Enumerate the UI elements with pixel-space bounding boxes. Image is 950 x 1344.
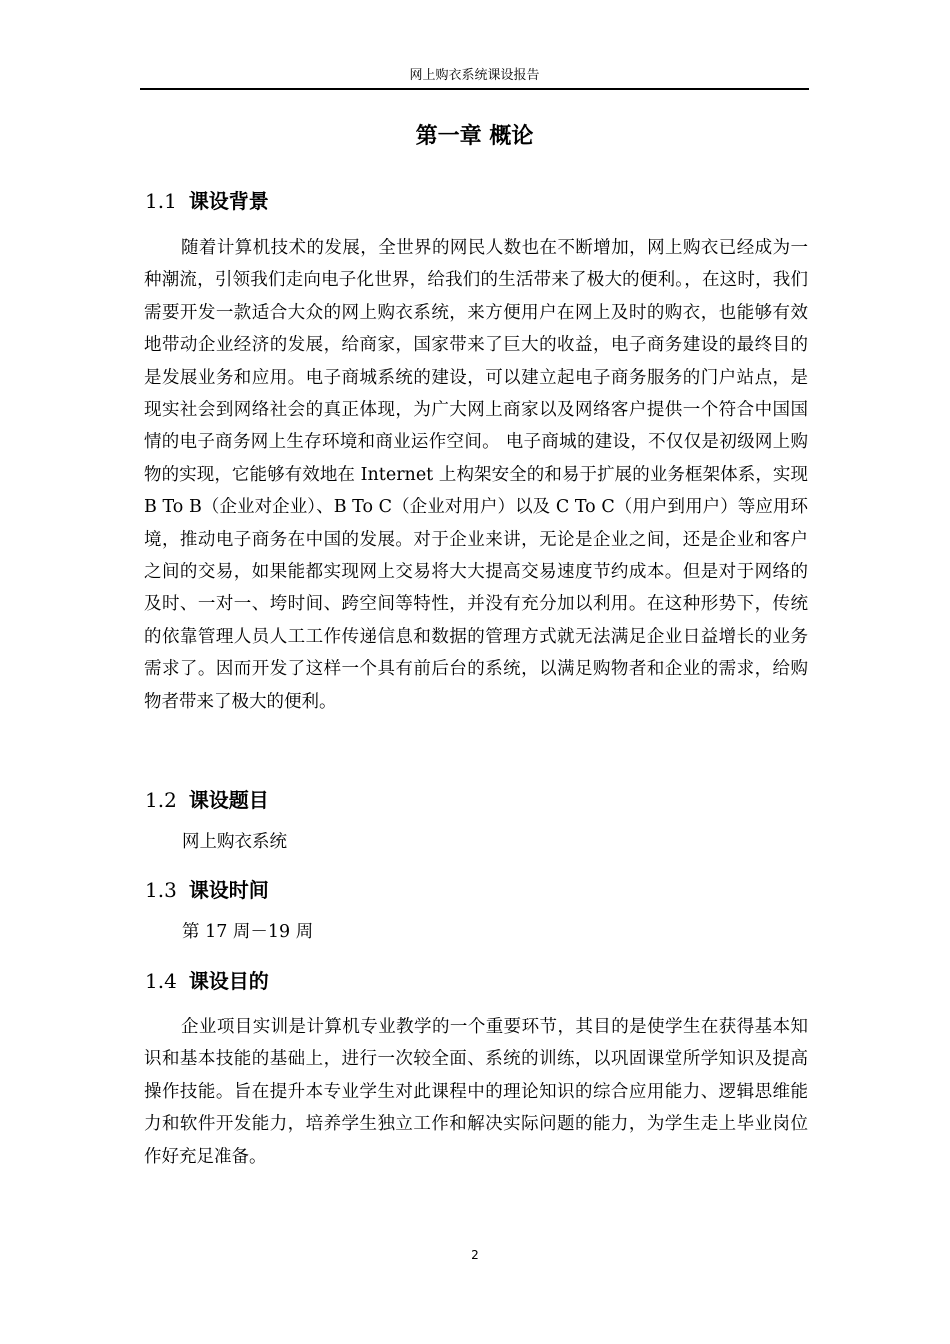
section-number: 1.2 <box>145 788 177 812</box>
chapter-title: 第一章 概论 <box>415 123 534 149</box>
section-body-1-1: 随着计算机技术的发展，全世界的网民人数也在不断增加，网上购衣已经成为一种潮流，引领我们走向电子化世界，给我们的生活带来了极大的便利。，在这时，我们需要开发一款适合大众的网上购衣系统，来方便用户在网上及时的购衣，也能够有效地带动企业经济的发展，给商家，国家带来了巨大的收益，电子商务建设的最终目的是发展业务和应用。电子商城系统的建设，可以建立起电子商务服务的门户站点，是现实社会到网络社会的真正体现，为广大网上商家以及网络客户提供一个符合中国国情的电子商务网上生存环境和商业运作空间。 电子商城的建设，不仅仅是初级网上购物的实现，它能够有效地在 Internet 上构架安全的和易于扩展的业务框架体系，实现 B To B（企业对企业）、B To C（企业对用户）以及 C To C（用户到用户）等应用环境，推动电子商务在中国的发展。对于企业来讲，无论是企业之间，还是企业和客户之间的交易，如果能都实现网上交易将大大提高交易速度节约成本。但是对于网络的及时、一对一、垮时间、跨空间等特性，并没有充分加以利用。在这种形势下，传统的依靠管理人员人工工作传递信息和数据的管理方式就无法满足企业日益增长的业务需求了。因而开发了这样一个具有前后台的系统，以满足购物者和企业的需求，给购物者带来了极大的便利。 <box>144 238 808 712</box>
running-header: 网上购衣系统课设报告 <box>409 68 540 83</box>
section-body-1-3: 第 17 周－19 周 <box>182 922 314 942</box>
section-heading-1-2 <box>145 784 269 816</box>
section-title: 课设背景 <box>188 189 269 213</box>
section-number: 1.3 <box>145 878 177 902</box>
section-title: 课设题目 <box>188 788 269 812</box>
section-title: 课设时间 <box>188 878 269 902</box>
section-body-1-4: 企业项目实训是计算机专业教学的一个重要环节，其目的是使学生在获得基本知识和基本技能的基础上，进行一次较全面、系统的训练，以巩固课堂所学知识及提高操作技能。旨在提升本专业学生对此课程中的理论知识的综合应用能力、逻辑思维能力和软件开发能力，培养学生独立工作和解决实际问题的能力，为学生走上毕业岗位作好充足准备。 <box>144 1017 808 1167</box>
section-title: 课设目的 <box>188 969 269 993</box>
section-heading-1-1 <box>145 185 269 217</box>
header-rule <box>140 88 809 90</box>
section-body-1-2: 网上购衣系统 <box>182 832 287 852</box>
section-heading-1-4 <box>145 965 269 997</box>
section-number: 1.4 <box>145 969 177 993</box>
section-heading-1-3 <box>145 874 269 906</box>
page-number: 2 <box>471 1248 479 1262</box>
section-number: 1.1 <box>145 189 177 213</box>
